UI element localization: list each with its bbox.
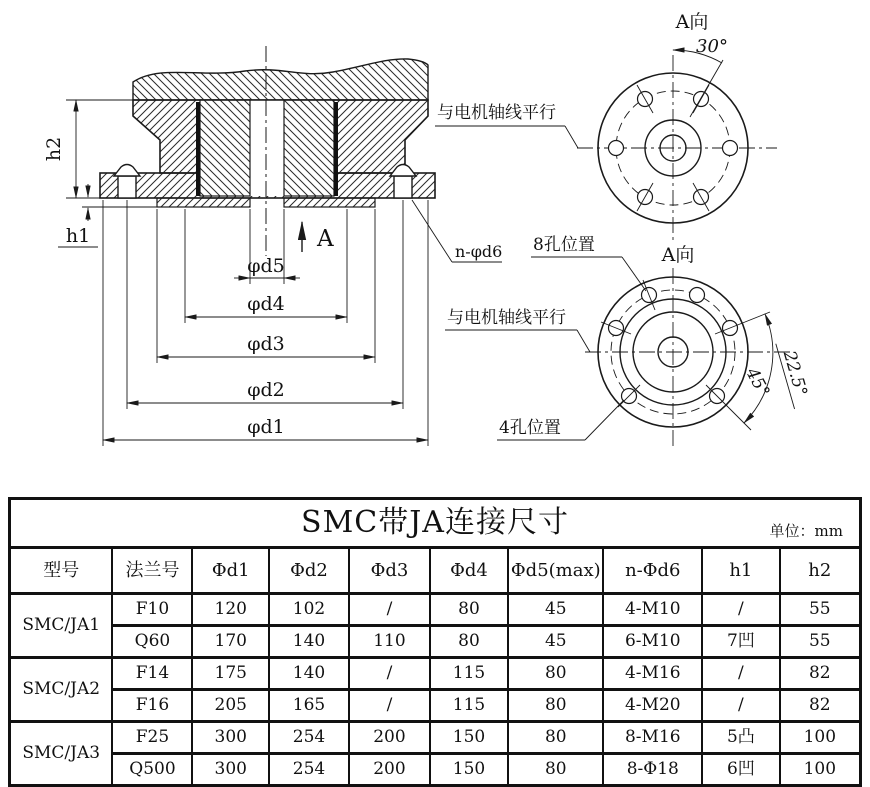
- spec-cell: 200: [349, 722, 430, 754]
- model-cell: SMC/JA2: [10, 658, 113, 722]
- spec-cell: 140: [269, 626, 349, 658]
- spec-cell: 102: [269, 594, 349, 626]
- spec-cell: 8-Φ18: [603, 754, 702, 786]
- spec-cell: 165: [269, 690, 349, 722]
- spec-cell: F10: [112, 594, 192, 626]
- spec-cell: 80: [508, 658, 603, 690]
- spec-cell: 150: [430, 754, 508, 786]
- spec-cell: 205: [192, 690, 269, 722]
- spec-cell: F14: [112, 658, 192, 690]
- table-title-cell: [10, 499, 861, 548]
- holes4-label: 4孔位置: [499, 418, 561, 438]
- spec-cell: 100: [780, 754, 861, 786]
- spec-cell: 80: [430, 594, 508, 626]
- dim-label-nd6: n-φd6: [455, 242, 503, 261]
- view-title: A向: [661, 244, 695, 266]
- spec-cell: 45: [508, 594, 603, 626]
- a-view-6-hole: [435, 11, 777, 242]
- spec-cell: 82: [780, 658, 861, 690]
- spec-cell: 140: [269, 658, 349, 690]
- spec-cell: 55: [780, 626, 861, 658]
- spec-cell: F25: [112, 722, 192, 754]
- spec-cell: Q500: [112, 754, 192, 786]
- spec-cell: 80: [508, 754, 603, 786]
- spec-cell: 100: [780, 722, 861, 754]
- spec-cell: 120: [192, 594, 269, 626]
- parallel-label-bottom: 与电机轴线平行: [447, 308, 566, 328]
- dim-label-d1: φd1: [247, 416, 285, 438]
- spec-cell: Q60: [112, 626, 192, 658]
- spec-cell: 80: [430, 626, 508, 658]
- table-row: [10, 658, 861, 690]
- spec-cell: 5凸: [702, 722, 779, 754]
- bolt-left: [114, 165, 140, 199]
- dim-label-d5: φd5: [247, 255, 285, 277]
- table-row: [10, 754, 861, 786]
- spec-cell: 150: [430, 722, 508, 754]
- holes8-label: 8孔位置: [533, 235, 595, 255]
- dim-label-d4: φd4: [247, 293, 285, 315]
- column-header-model: 型号: [10, 548, 113, 594]
- spec-cell: 254: [269, 754, 349, 786]
- spec-cell: 4-M20: [603, 690, 702, 722]
- column-header-d1: Φd1: [192, 548, 269, 594]
- spec-cell: 115: [430, 658, 508, 690]
- svg-text:45°: 45°: [741, 364, 774, 401]
- seal-bar-right: [334, 102, 338, 196]
- spec-cell: /: [349, 594, 430, 626]
- spec-cell: 200: [349, 754, 430, 786]
- table-row: [10, 626, 861, 658]
- svg-text:22.5°: 22.5°: [778, 348, 811, 399]
- spec-cell: 300: [192, 754, 269, 786]
- spec-cell: 6凹: [702, 754, 779, 786]
- spec-cell: F16: [112, 690, 192, 722]
- table-header-row: [10, 548, 861, 594]
- table-row: [10, 722, 861, 754]
- view-title: A向: [675, 11, 709, 33]
- spec-cell: 82: [780, 690, 861, 722]
- spec-cell: 4-M16: [603, 658, 702, 690]
- table-title: SMC带JA连接尺寸: [301, 505, 569, 540]
- spec-cell: 80: [508, 722, 603, 754]
- spec-cell: /: [702, 658, 779, 690]
- spec-cell: 8-M16: [603, 722, 702, 754]
- spec-table: [8, 497, 862, 787]
- spec-cell: 6-M10: [603, 626, 702, 658]
- seal-bar-left: [196, 102, 200, 196]
- spec-cell: 170: [192, 626, 269, 658]
- column-header-nd6: n-Φd6: [603, 548, 702, 594]
- dim-label-d3: φd3: [247, 333, 285, 355]
- a-view-8-hole: [445, 235, 814, 448]
- spec-cell: 45: [508, 626, 603, 658]
- column-header-d3: Φd3: [349, 548, 430, 594]
- spec-cell: /: [702, 690, 779, 722]
- model-cell: SMC/JA1: [10, 594, 113, 658]
- dim-label-h2: h2: [43, 136, 65, 162]
- dim-label-d2: φd2: [247, 379, 285, 401]
- column-header-h1: h1: [702, 548, 779, 594]
- spec-cell: 300: [192, 722, 269, 754]
- angle-30-label: 30°: [696, 36, 728, 57]
- view-direction-label: A: [317, 226, 334, 252]
- spec-cell: 115: [430, 690, 508, 722]
- table-title-row: [10, 499, 861, 548]
- table-row: [10, 594, 861, 626]
- spec-cell: 55: [780, 594, 861, 626]
- spec-cell: /: [702, 594, 779, 626]
- section-view: [43, 46, 502, 446]
- dim-label-h1: h1: [65, 225, 91, 247]
- spec-cell: 7凹: [702, 626, 779, 658]
- column-header-d2: Φd2: [269, 548, 349, 594]
- column-header-d4: Φd4: [430, 548, 508, 594]
- column-header-h2: h2: [780, 548, 861, 594]
- angle-22-5-label: [776, 338, 814, 409]
- motor-plate: [133, 59, 428, 100]
- spec-cell: /: [349, 658, 430, 690]
- spec-cell: 175: [192, 658, 269, 690]
- parallel-label-top: 与电机轴线平行: [437, 103, 556, 123]
- unit-label: 单位：mm: [769, 522, 843, 540]
- spec-cell: 4-M10: [603, 594, 702, 626]
- table-row: [10, 690, 861, 722]
- spec-cell: /: [349, 690, 430, 722]
- column-header-d5: Φd5(max): [508, 548, 603, 594]
- spec-cell: 254: [269, 722, 349, 754]
- spec-cell: 110: [349, 626, 430, 658]
- model-cell: SMC/JA3: [10, 722, 113, 786]
- spec-cell: 80: [508, 690, 603, 722]
- column-header-flange: 法兰号: [112, 548, 192, 594]
